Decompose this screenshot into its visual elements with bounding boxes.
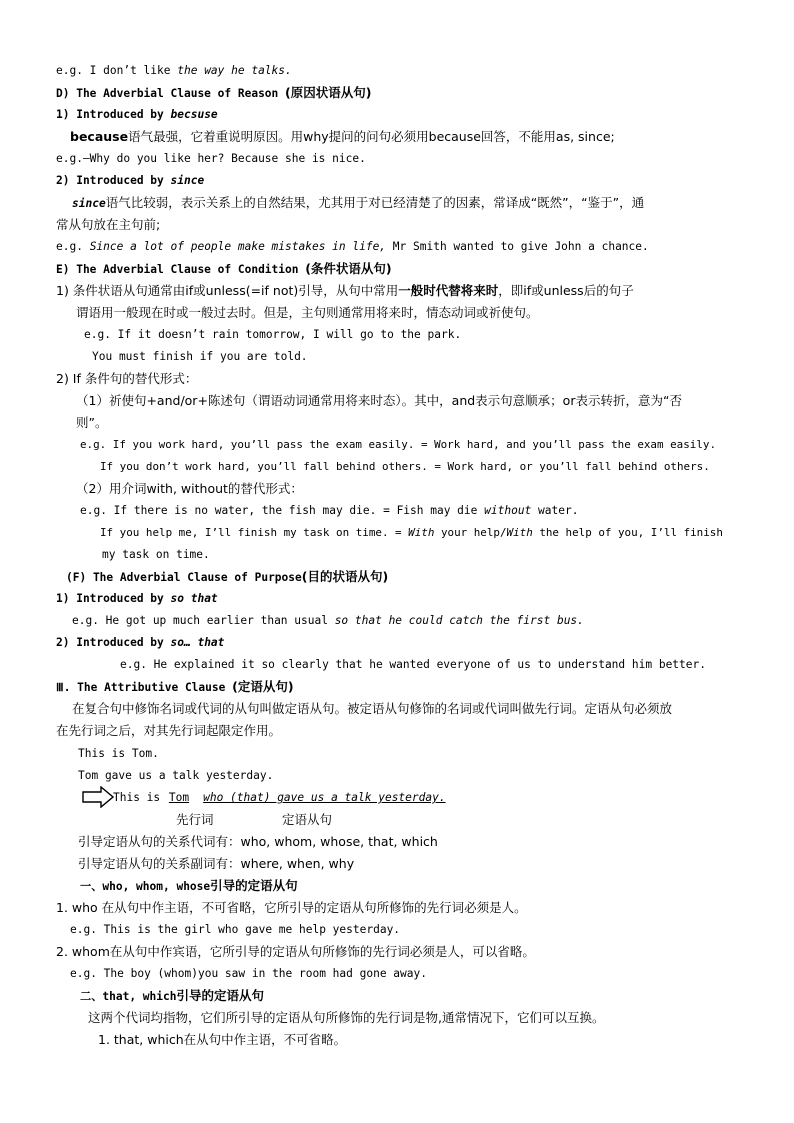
heading-text: 二、that, which xyxy=(80,990,177,1003)
paragraph-line: （2）用介词with, without的替代形式： xyxy=(76,481,303,496)
text: ，即if或unless后的句子 xyxy=(498,283,634,298)
italic-text: With xyxy=(408,526,435,539)
bold-term: because xyxy=(70,129,129,144)
heading-text: D) The Adverbial Clause of Reason xyxy=(56,87,286,100)
example-line: e.g. He explained it so clearly that he wanted everyone of us to understand him better. xyxy=(120,658,706,671)
example-line: e.g. The boy (whom)you saw in the room had gone away. xyxy=(70,967,427,980)
text: 2) Introduced by xyxy=(56,174,171,187)
example-line: my task on time. xyxy=(102,548,210,561)
paragraph-line: 引导定语从句的关系代词有：who, whom, whose, that, which xyxy=(78,834,438,849)
paragraph-line xyxy=(70,127,615,147)
text: water. xyxy=(531,504,579,517)
paragraph-line: 引导定语从句的关系副词有：where, when, why xyxy=(78,856,355,871)
paragraph-line: 在先行词之后，对其先行词起限定作用。 xyxy=(56,723,282,738)
text: This is xyxy=(113,791,167,804)
example-line xyxy=(56,61,292,81)
example-line: e.g. If it doesn’t rain tomorrow, I will go to the park. xyxy=(84,328,462,341)
italic-text: With xyxy=(506,526,533,539)
section-heading-condition xyxy=(56,259,392,280)
right-arrow-icon xyxy=(82,786,114,808)
heading-cn: (条件状语从句) xyxy=(305,261,392,276)
section-heading-purpose xyxy=(66,567,388,588)
example-line xyxy=(56,237,649,257)
text: e.g. xyxy=(56,240,90,253)
text: the help of you, I’ll finish xyxy=(532,526,723,539)
subheading xyxy=(56,589,218,609)
text: 2) Introduced by xyxy=(56,636,171,649)
example-line: e.g. This is the girl who gave me help yesterday. xyxy=(70,923,401,936)
example-line: Tom gave us a talk yesterday. xyxy=(78,769,274,782)
heading-text: E) The Adverbial Clause of Condition xyxy=(56,263,306,276)
text: 1) 条件状语从句通常由if或unless(=if not)引导，从句中常用 xyxy=(56,283,399,298)
bold-term: since xyxy=(72,197,106,210)
italic-text: since xyxy=(170,174,205,187)
label-antecedent: 先行词 xyxy=(176,812,214,827)
antecedent-underlined: Tom xyxy=(168,791,190,804)
text: e.g. If there is no water, the fish may die. = Fish may die xyxy=(80,504,485,517)
heading-cn: 引导的定语从句 xyxy=(176,988,264,1003)
heading-cn: (目的状语从句) xyxy=(301,569,389,584)
paragraph-line: 则”。 xyxy=(76,415,108,430)
heading-text: Ⅲ. The Attributive Clause xyxy=(56,681,233,694)
paragraph-line: 常从句放在主句前; xyxy=(56,217,161,232)
section-heading-reason xyxy=(56,83,371,104)
example-line: If you don’t work hard, you’ll fall behind others. = Work hard, or you’ll fall behind others. xyxy=(100,460,710,473)
text: 1) Introduced by xyxy=(56,108,171,121)
text: e.g. I don’t like xyxy=(56,64,178,77)
example-line: This is Tom. xyxy=(78,747,159,760)
example-line xyxy=(80,501,578,521)
text: If you help me, I’ll finish my task on time. = xyxy=(100,526,409,539)
heading-text: (F) The Adverbial Clause of Purpose xyxy=(66,571,302,584)
example-line: e.g.—Why do you like her? Because she is nice. xyxy=(56,152,366,165)
paragraph-line: 在复合句中修饰名词或代词的从句叫做定语从句。被定语从句修饰的名词或代词叫做先行词。定语从句必须放 xyxy=(72,701,673,716)
italic-text: the way he talks. xyxy=(177,64,292,77)
italic-text: so… that xyxy=(170,636,225,649)
heading-cn: (原因状语从句) xyxy=(285,85,372,100)
italic-text: Since a lot of people make mistakes in life, xyxy=(89,240,387,253)
example-line xyxy=(100,523,723,543)
section-heading-attributive xyxy=(56,677,294,698)
italic-text: so that xyxy=(170,592,218,605)
paragraph-line: 2) If 条件句的替代形式： xyxy=(56,371,198,386)
text: your help/ xyxy=(434,526,507,539)
label-clause: 定语从句 xyxy=(282,812,333,827)
example-line xyxy=(72,611,584,631)
paragraph-line xyxy=(72,193,644,214)
subheading xyxy=(56,171,204,191)
subsection-heading xyxy=(80,876,298,897)
paragraph-line: 这两个代词均指物，它们所引导的定语从句所修饰的先行词是物,通常情况下，它们可以互换。 xyxy=(88,1010,605,1025)
example-line xyxy=(113,788,446,808)
paragraph-line: 谓语用一般现在时或一般过去时。但是，主句则通常用将来时，情态动词或祈使句。 xyxy=(76,305,539,320)
paragraph-line xyxy=(56,281,634,301)
italic-text: without xyxy=(484,504,532,517)
text: 1) Introduced by xyxy=(56,592,171,605)
paragraph-line: 1. that, which在从句中作主语，不可省略。 xyxy=(98,1032,347,1047)
text: Mr Smith wanted to give John a chance. xyxy=(386,240,649,253)
text: 语气比较弱，表示关系上的自然结果，尤其用于对已经清楚了的因素，常译成“既然”，“鉴于”，通 xyxy=(105,195,645,210)
subheading xyxy=(56,633,224,653)
text: e.g. He got up much earlier than usual xyxy=(72,614,335,627)
paragraph-line: （1）祈使句+and/or+陈述句（谓语动词通常用将来时态）。其中，and表示句意顺承；or表示转折，意为“否 xyxy=(76,393,682,408)
subheading xyxy=(56,105,218,125)
text: 语气最强，它着重说明原因。用why提问的问句必须用because回答，不能用as, since; xyxy=(128,129,615,144)
heading-cn: 引导的定语从句 xyxy=(210,878,298,893)
subsection-heading xyxy=(80,986,264,1007)
example-line: You must finish if you are told. xyxy=(92,350,308,363)
heading-text: 一、who, whom, whose xyxy=(80,880,211,893)
clause-underlined: who (that) gave us a talk yesterday. xyxy=(203,791,446,804)
bold-term: 一般时代替将来时 xyxy=(398,283,499,298)
italic-text: becsuse xyxy=(170,108,218,121)
example-line: e.g. If you work hard, you’ll pass the exam easily. = Work hard, and you’ll pass the exam easily. xyxy=(80,438,717,451)
paragraph-line: 2. whom在从句中作宾语，它所引导的定语从句所修饰的先行词必须是人，可以省略。 xyxy=(56,944,535,959)
heading-cn: (定语从句) xyxy=(232,679,294,694)
italic-text: so that he could catch the first bus. xyxy=(334,614,584,627)
paragraph-line: 1. who 在从句中作主语，不可省略，它所引导的定语从句所修饰的先行词必须是人。 xyxy=(56,900,527,915)
